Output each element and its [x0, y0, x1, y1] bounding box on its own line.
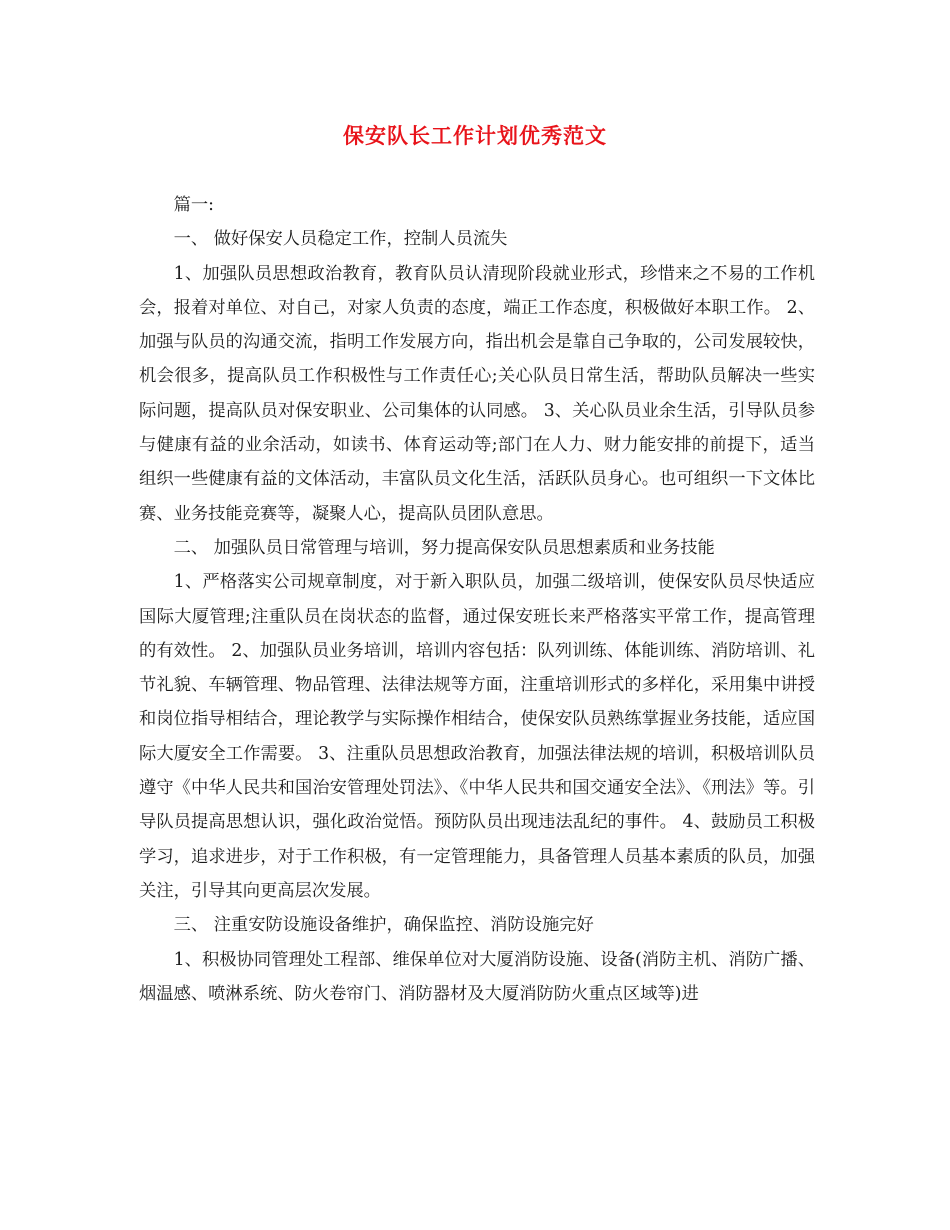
document-body [139, 188, 815, 1011]
paragraph-body-2: 1、严格落实公司规章制度，对于新入职队员，加强二级培训，使保安队员尽快适应国际大厦管理;注重队员在岗状态的监督，通过保安班长来严格落实平常工作，提高管理的有效性。 2、加强队员业务培训，培训内容包括：队列训练、体能训练、消防培训、礼节礼貌、车辆管理、物品管理、法律法规等方面，注重培训形式的多样化，采用集中讲授和岗位指导相结合，理论教学与实际操作相结合，使保安队员熟练掌握业务技能，适应国际大厦安全工作需要。 3、注重队员思想政治教育，加强法律法规的培训，积极培训队员遵守《中华人民共和国治安管理处罚法》、《中华人民共和国交通安全法》、《刑法》等。引导队员提高思想认识，强化政治觉悟。预防队员出现违法乱纪的事件。 4、鼓励员工积极学习，追求进步，对于工作积极，有一定管理能力，具备管理人员基本素质的队员，加强关注，引导其向更高层次发展。 [139, 572, 815, 901]
paragraph-body-1: 1、加强队员思想政治教育，教育队员认清现阶段就业形式，珍惜来之不易的工作机会，报着对单位、对自己，对家人负责的态度，端正工作态度，积极做好本职工作。 2、加强与队员的沟通交流，指明工作发展方向，指出机会是靠自己争取的，公司发展较快，机会很多，提高队员工作积极性与工作责任心;关心队员日常生活，帮助队员解决一些实际问题，提高队员对保安职业、公司集体的认同感。 3、关心队员业余生活，引导队员参与健康有益的业余活动，如读书、体育运动等;部门在人力、财力能安排的前提下，适当组织一些健康有益的文体活动，丰富队员文化生活，活跃队员身心。也可组织一下文体比赛、业务技能竞赛等，凝聚人心，提高队员团队意思。 [139, 263, 815, 524]
paragraph-heading-3: 三、 注重安防设施设备维护，确保监控、消防设施完好 [173, 915, 594, 936]
document-title: 保安队长工作计划优秀范文 [343, 123, 607, 148]
paragraph-heading-1: 一、 做好保安人员稳定工作，控制人员流失 [173, 229, 508, 250]
paragraph-section-label: 篇一: [173, 195, 214, 215]
paragraph-body-3: 1、积极协同管理处工程部、维保单位对大厦消防设施、设备(消防主机、消防广播、烟温感、喷淋系统、防火卷帘门、消防器材及大厦消防防火重点区域等)进 [139, 949, 815, 1004]
paragraph-heading-2: 二、 加强队员日常管理与培训，努力提高保安队员思想素质和业务技能 [173, 537, 715, 558]
